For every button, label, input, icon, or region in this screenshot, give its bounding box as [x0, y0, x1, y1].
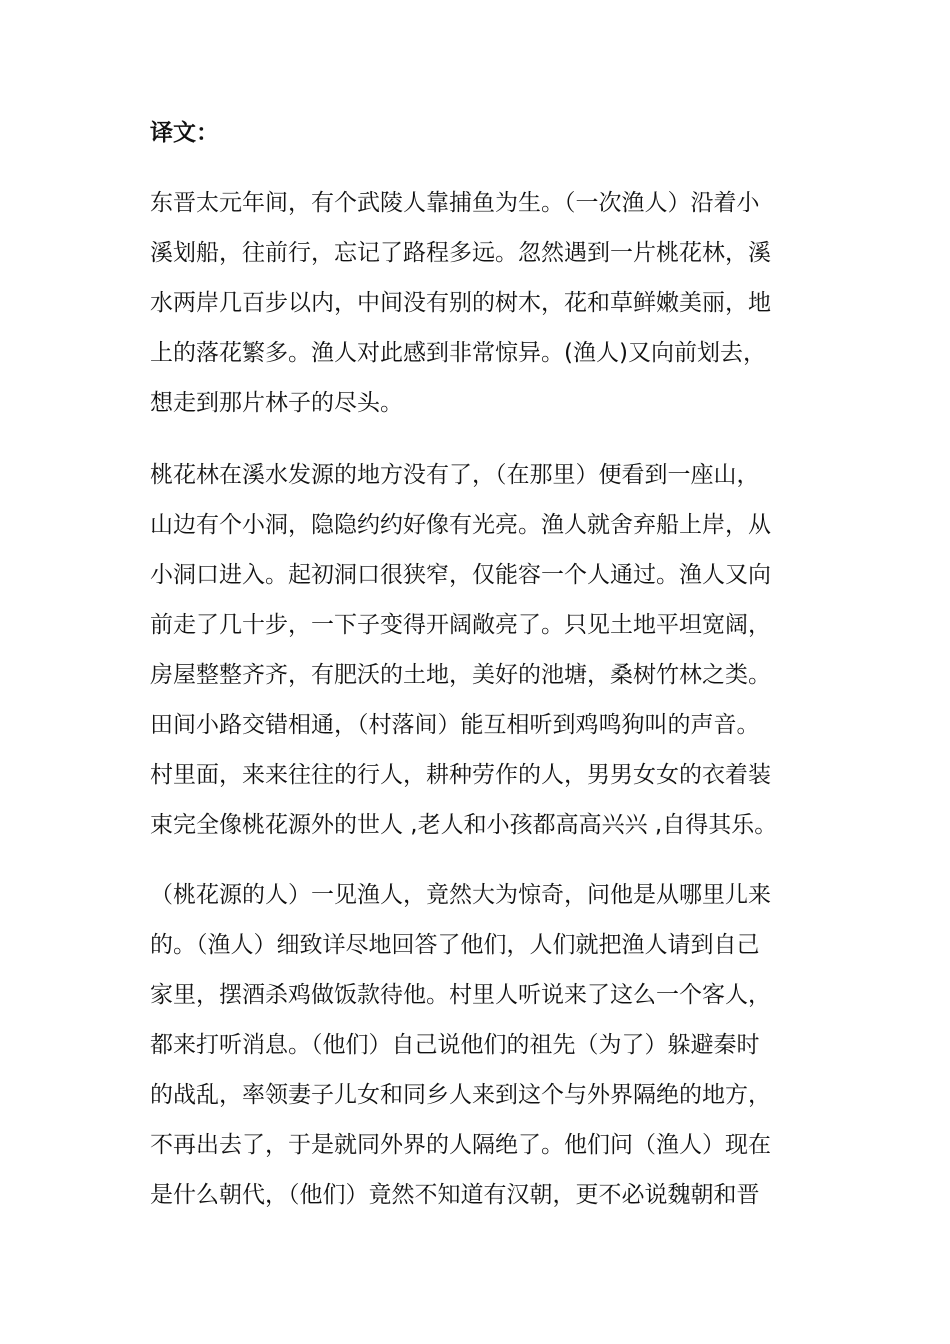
text-line: 是什么朝代，（他们）竟然不知道有汉朝，更不必说魏朝和晋	[150, 1182, 760, 1208]
text-line: 山边有个小洞，隐隐约约好像有光亮。渔人就舍弃船上岸，从	[150, 512, 771, 538]
paragraph-2	[150, 450, 810, 850]
text-line: 的战乱，率领妻子儿女和同乡人来到这个与外界隔绝的地方，	[150, 1082, 771, 1108]
text-line: 水两岸几百步以内，中间没有别的树木，花和草鲜嫩美丽，地	[150, 290, 771, 316]
text-line: 溪划船，往前行，忘记了路程多远。忽然遇到一片桃花林，溪	[150, 240, 771, 266]
text-line: 想走到那片林子的尽头。	[150, 390, 403, 416]
text-line: 田间小路交错相通，（村落间）能互相听到鸡鸣狗叫的声音。	[150, 712, 760, 738]
paragraph-3	[150, 870, 810, 1220]
text-line: 不再出去了，于是就同外界的人隔绝了。他们问（渔人）现在	[150, 1132, 771, 1158]
text-line: 家里，摆酒杀鸡做饭款待他。村里人听说来了这么一个客人，	[150, 982, 771, 1008]
translation-heading: 译文：	[150, 120, 219, 146]
text-line: 都来打听消息。（他们）自己说他们的祖先（为了）躲避秦时	[150, 1032, 760, 1058]
paragraph-1	[150, 178, 810, 428]
text-line: （桃花源的人）一见渔人，竟然大为惊奇，问他是从哪里儿来	[150, 882, 771, 908]
text-line: 束完全像桃花源外的世人 ,老人和小孩都高高兴兴 ,自得其乐。	[150, 812, 778, 838]
text-line: 的。（渔人）细致详尽地回答了他们，人们就把渔人请到自己	[150, 932, 760, 958]
text-line: 小洞口进入。起初洞口很狭窄，仅能容一个人通过。渔人又向	[150, 562, 771, 588]
text-line: 房屋整整齐齐，有肥沃的土地，美好的池塘，桑树竹林之类。	[150, 662, 771, 688]
text-line: 桃花林在溪水发源的地方没有了，（在那里）便看到一座山，	[150, 462, 760, 488]
text-line: 上的落花繁多。渔人对此感到非常惊异。(渔人)又向前划去，	[150, 340, 766, 366]
text-line: 村里面，来来往往的行人，耕种劳作的人，男男女女的衣着装	[150, 762, 771, 788]
text-line: 前走了几十步，一下子变得开阔敞亮了。只见土地平坦宽阔，	[150, 612, 771, 638]
text-line: 东晋太元年间，有个武陵人靠捕鱼为生。（一次渔人）沿着小	[150, 190, 760, 216]
